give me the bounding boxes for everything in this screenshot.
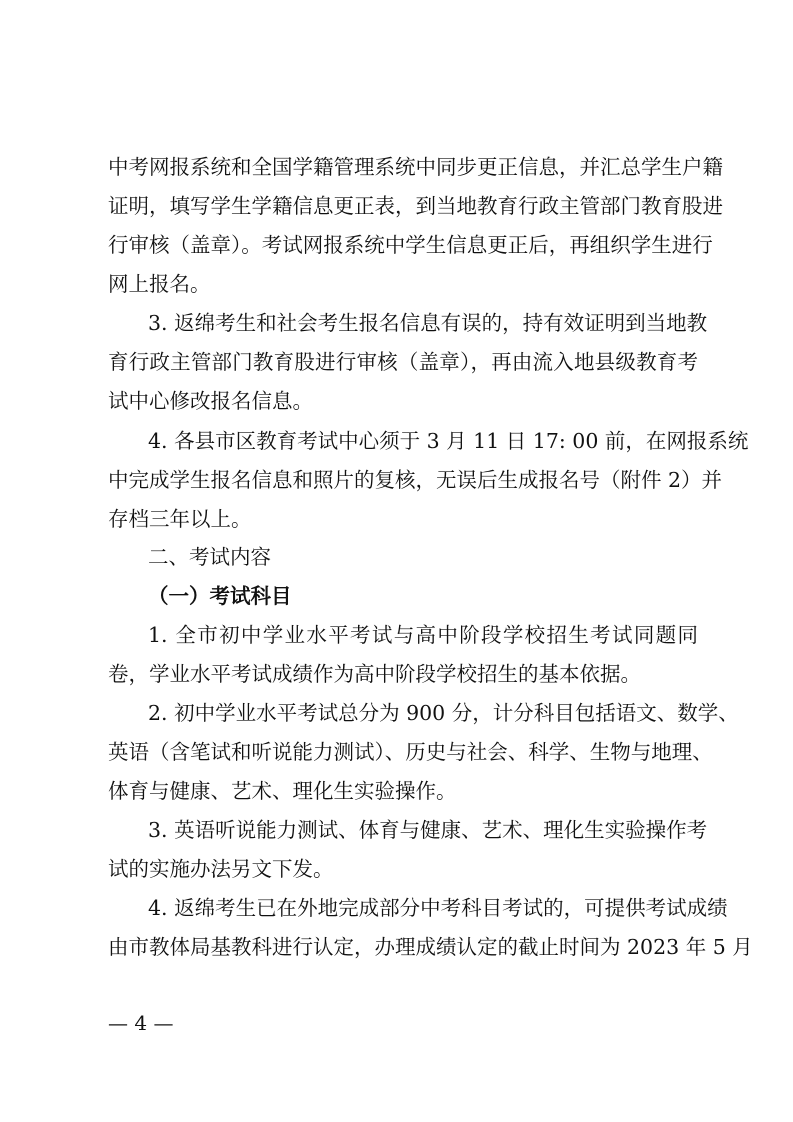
- subsection-heading: （一）考试科目: [148, 584, 292, 608]
- text-line: 育行政主管部门教育股进行审核（盖章），再由流入地县级教育考: [108, 350, 698, 374]
- text-line: 由市教体局基教科进行认定，办理成绩认定的截止时间为 2023 年 5 月: [108, 935, 753, 959]
- text-line: 试中心修改报名信息。: [108, 389, 313, 413]
- text-line: 行审核（盖章）。考试网报系统中学生信息更正后，再组织学生进行: [108, 233, 713, 257]
- page-number: — 4 —: [108, 1011, 174, 1035]
- text-line: 4. 返绵考生已在外地完成部分中考科目考试的，可提供考试成绩: [148, 896, 728, 920]
- text-line: 网上报名。: [108, 272, 211, 296]
- text-line: 4. 各县市区教育考试中心须于 3 月 11 日 17: 00 前，在网报系统: [148, 429, 749, 453]
- text-line: 3. 返绵考生和社会考生报名信息有误的，持有效证明到当地教: [148, 311, 708, 335]
- text-line: 中完成学生报名信息和照片的复核，无误后生成报名号（附件 2）并: [108, 468, 723, 492]
- text-line: 体育与健康、艺术、理化生实验操作。: [108, 779, 457, 803]
- text-line: 3. 英语听说能力测试、体育与健康、艺术、理化生实验操作考: [148, 818, 708, 842]
- text-line: 中考网报系统和全国学籍管理系统中同步更正信息，并汇总学生户籍: [108, 155, 723, 179]
- text-line: 英语（含笔试和听说能力测试）、历史与社会、科学、生物与地理、: [108, 740, 713, 764]
- text-line: 卷，学业水平考试成绩作为高中阶段学校招生的基本依据。: [108, 662, 641, 686]
- text-line: 2. 初中学业水平考试总分为 900 分，计分科目包括语文、数学、: [148, 701, 739, 725]
- text-line: 1. 全市初中学业水平考试与高中阶段学校招生考试同题同: [148, 623, 698, 647]
- text-line: 存档三年以上。: [108, 507, 252, 531]
- text-line: 试的实施办法另文下发。: [108, 857, 334, 881]
- section-heading: 二、考试内容: [148, 545, 271, 569]
- text-line: 证明，填写学生学籍信息更正表，到当地教育行政主管部门教育股进: [108, 194, 723, 218]
